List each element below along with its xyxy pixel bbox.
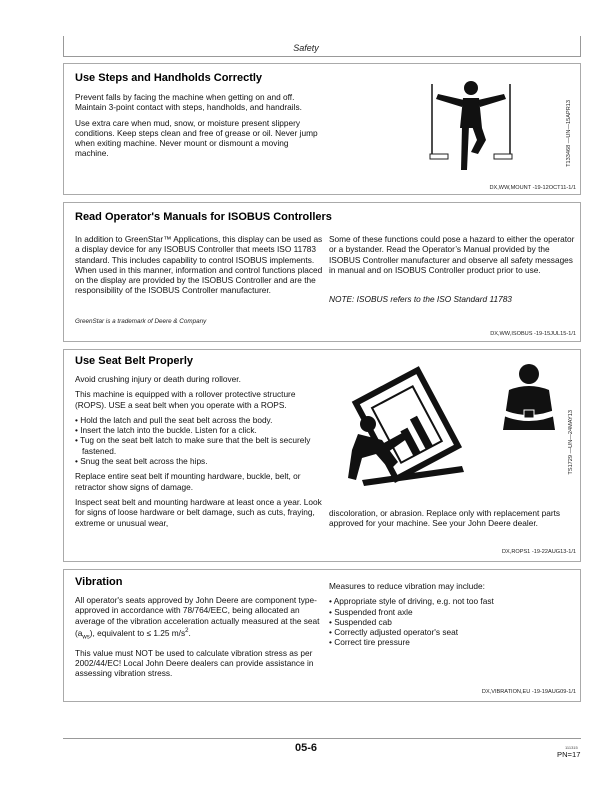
list-item: • Tug on the seat belt latch to make sure that the belt is securely fastened. [75, 435, 323, 456]
column-right [329, 581, 577, 653]
pn-marker: PN=17 [557, 750, 581, 759]
note: NOTE: ISOBUS refers to the ISO Standard 11783 [329, 294, 512, 304]
section-body [75, 92, 323, 164]
print-code: 111315 [565, 745, 578, 750]
doc-code: DX,WW,MOUNT -19-12OCT11-1/1 [489, 185, 576, 191]
section-title: Vibration [75, 576, 123, 588]
paragraph: Inspect seat belt and mounting hardware at least once a year. Look for signs of loose hardware or belt damage, such as cuts, fraying, extreme or unusual wear, [75, 496, 322, 528]
column-right [329, 508, 577, 534]
paragraph: This value must NOT be used to calculate vibration stress as per 2002/44/EC! Local John Deere dealers can provide assistance in assessing vibration stress. [75, 647, 314, 679]
climbing-person-icon [426, 74, 516, 174]
column-left [75, 595, 323, 684]
paragraph [75, 595, 323, 643]
section-steps-handholds [63, 63, 581, 195]
list-item: • Suspended front axle [329, 607, 577, 617]
header-rule [63, 56, 581, 57]
figure-label: TS1729 —UN—24MAY13 [568, 410, 574, 475]
text-run: All operator's seats approved by John Deere are component type-approved in accordance with 78/764/EEC, being allocated an average of the vibration acceleration actually measured at the seat (a [75, 595, 320, 638]
list-item: • Insert the latch into the buckle. Listen for a click. [75, 425, 323, 435]
paragraph: Avoid crushing injury or death during rollover. [75, 374, 241, 384]
paragraph: Use extra care when mud, snow, or moisture present slippery conditions. Keep steps clean and free of grease or oil. Never jump when exiting machine. Never mount or dismount a moving machine. [75, 117, 318, 159]
rollover-crush-icon [342, 362, 482, 492]
superscript: 2 [185, 627, 189, 634]
section-title: Read Operator's Manuals for ISOBUS Controllers [75, 211, 332, 223]
doc-code: DX,VIBRATION,EU -19-19AUG09-1/1 [481, 689, 576, 695]
text-run: . [188, 627, 191, 638]
paragraph: Some of these functions could pose a hazard to either the operator or a bystander. Read the Operator’s Manual provided by the ISOBUS Controller manufacturer and observe all safety messages in manual and on ISOBUS Controller product prior to use. [329, 234, 575, 275]
page-number: 05-6 [294, 742, 318, 754]
list-item: • Appropriate style of driving, e.g. not too fast [329, 596, 577, 606]
section-vibration [63, 569, 581, 702]
paragraph: Prevent falls by facing the machine when getting on and off. Maintain 3-point contact with steps, handholds, and handrails. [75, 92, 302, 113]
doc-code: DX,ROPS1 -19-22AUG13-1/1 [502, 549, 576, 555]
list-item: • Hold the latch and pull the seat belt across the body. [75, 415, 323, 425]
figure-label: T133468 —UN—15APR13 [566, 100, 572, 167]
column-left [75, 374, 323, 533]
section-seat-belt [63, 349, 581, 562]
trademark-notice: GreenStar is a trademark of Deere & Company [75, 318, 207, 325]
footer-rule [63, 738, 581, 739]
section-isobus-controllers [63, 202, 581, 342]
running-head: Safety [293, 43, 319, 53]
list-item: • Suspended cab [329, 617, 577, 627]
list-item: • Correct tire pressure [329, 637, 577, 647]
paragraph: discoloration, or abrasion. Replace only with replacement parts approved for your machine. See your John Deere dealer. [329, 508, 561, 529]
section-title: Use Steps and Handholds Correctly [75, 72, 263, 84]
paragraph: In addition to GreenStar™ Applications, this display can be used as a display device for any ISOBUS Controller that meets ISO 11783 standard. This includes capability to control ISOBUS implements. When used in this manner, information and control functions placed on the display are provided by the ISOBUS Controller and are the responsibility of the ISOBUS Controller manufacturer. [75, 234, 323, 296]
paragraph: This machine is equipped with a rollover protective structure (ROPS). USE a seat belt when you operate with a ROPS. [75, 389, 296, 410]
text-run: ), equivalent to ≤ 1.25 m/s [89, 627, 186, 638]
column-right [329, 234, 577, 280]
doc-code: DX,WW,ISOBUS -19-15JUL15-1/1 [490, 331, 576, 337]
column-left [75, 234, 323, 301]
list-item: • Correctly adjusted operator's seat [329, 627, 577, 637]
bullet-list [329, 596, 577, 647]
paragraph: Replace entire seat belt if mounting hardware, buckle, belt, or retractor show signs of damage. [75, 471, 301, 492]
seat-belt-person-icon [499, 362, 559, 434]
paragraph: Measures to reduce vibration may include: [329, 581, 485, 591]
subscript: ws [82, 634, 90, 641]
list-item: • Snug the seat belt across the hips. [75, 456, 323, 466]
section-title: Use Seat Belt Properly [75, 355, 193, 367]
bullet-list [75, 415, 323, 466]
